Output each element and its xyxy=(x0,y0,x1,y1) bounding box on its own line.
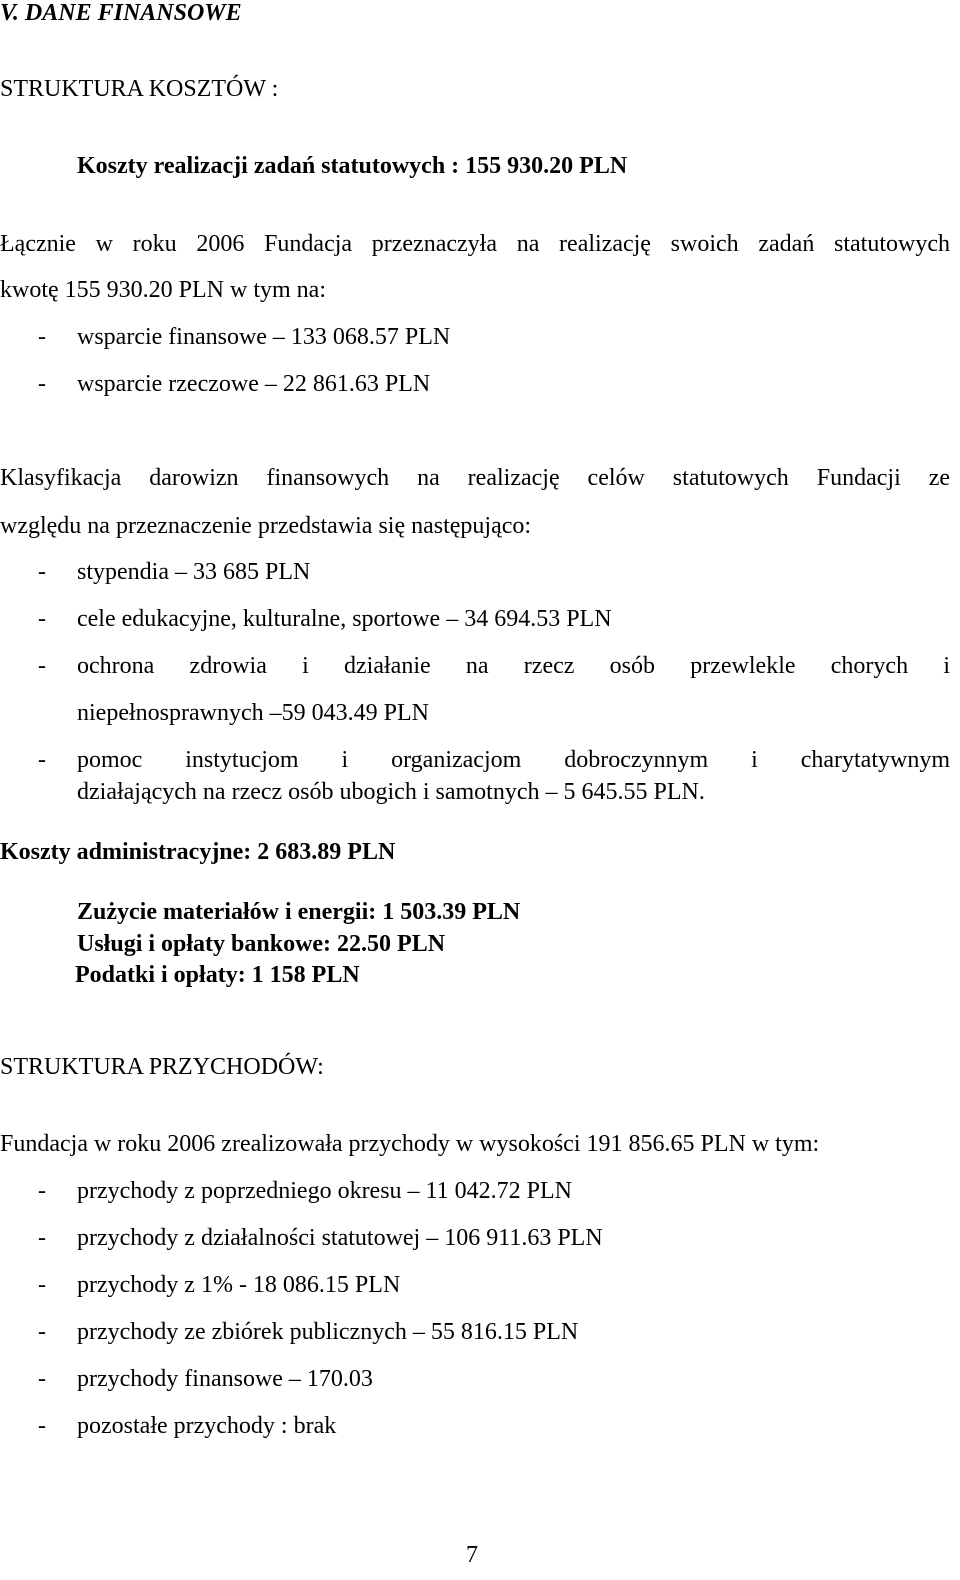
list-bullet: - xyxy=(38,1225,46,1251)
list-item-continuation: niepełnosprawnych –59 043.49 PLN xyxy=(77,700,429,726)
list-bullet: - xyxy=(38,371,46,397)
list-bullet: - xyxy=(38,559,46,585)
statutory-costs-label: Koszty realizacji zadań statutowych : 155 930.20 PLN xyxy=(77,153,628,179)
list-item: przychody z poprzedniego okresu – 11 042.72 PLN xyxy=(77,1178,572,1204)
admin-cost-item: Zużycie materiałów i energii: 1 503.39 PLN xyxy=(77,899,521,925)
list-item: wsparcie finansowe – 133 068.57 PLN xyxy=(77,324,451,350)
list-item: pomoc instytucjom i organizacjom dobroczynnym i charytatywnym xyxy=(77,747,950,773)
admin-costs-heading: Koszty administracyjne: 2 683.89 PLN xyxy=(0,839,396,865)
revenue-intro: Fundacja w roku 2006 zrealizowała przychody w wysokości 191 856.65 PLN w tym: xyxy=(0,1131,820,1157)
list-item: przychody z 1% - 18 086.15 PLN xyxy=(77,1272,401,1298)
list-bullet: - xyxy=(38,1272,46,1298)
list-bullet: - xyxy=(38,1178,46,1204)
costs-intro-line-2: kwotę 155 930.20 PLN w tym na: xyxy=(0,277,326,303)
section-title: V. DANE FINANSOWE xyxy=(0,0,242,26)
list-item-continuation: działających na rzecz osób ubogich i samotnych – 5 645.55 PLN. xyxy=(77,779,705,805)
page-number: 7 xyxy=(466,1542,478,1568)
list-bullet: - xyxy=(38,324,46,350)
list-item: wsparcie rzeczowe – 22 861.63 PLN xyxy=(77,371,431,397)
revenue-heading: STRUKTURA PRZYCHODÓW: xyxy=(0,1054,324,1080)
admin-cost-item: Usługi i opłaty bankowe: 22.50 PLN xyxy=(77,931,446,957)
list-item: ochrona zdrowia i działanie na rzecz osób przewlekle chorych i xyxy=(77,653,950,679)
list-item: pozostałe przychody : brak xyxy=(77,1413,337,1439)
list-item: przychody ze zbiórek publicznych – 55 816.15 PLN xyxy=(77,1319,579,1345)
list-item: przychody finansowe – 170.03 xyxy=(77,1366,373,1392)
list-bullet: - xyxy=(38,1413,46,1439)
classification-line-2: względu na przeznaczenie przedstawia się następująco: xyxy=(0,513,532,539)
list-bullet: - xyxy=(38,1319,46,1345)
list-bullet: - xyxy=(38,653,46,679)
list-item: przychody z działalności statutowej – 106 911.63 PLN xyxy=(77,1225,603,1251)
list-item: stypendia – 33 685 PLN xyxy=(77,559,311,585)
list-bullet: - xyxy=(38,606,46,632)
admin-cost-item: Podatki i opłaty: 1 158 PLN xyxy=(75,962,360,988)
costs-heading: STRUKTURA KOSZTÓW : xyxy=(0,76,279,102)
classification-line-1: Klasyfikacja darowizn finansowych na realizację celów statutowych Fundacji ze xyxy=(0,465,950,491)
list-item: cele edukacyjne, kulturalne, sportowe – 34 694.53 PLN xyxy=(77,606,612,632)
costs-intro-line-1: Łącznie w roku 2006 Fundacja przeznaczyła na realizację swoich zadań statutowych xyxy=(0,231,950,257)
list-bullet: - xyxy=(38,1366,46,1392)
list-bullet: - xyxy=(38,747,46,773)
